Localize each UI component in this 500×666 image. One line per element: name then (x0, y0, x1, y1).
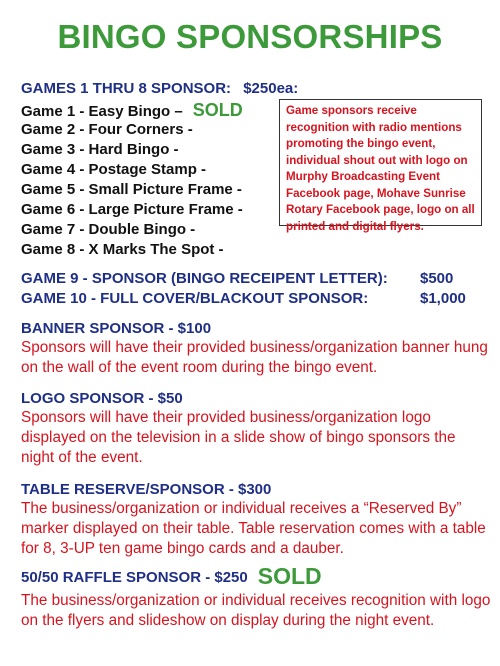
banner-sponsor-description: Sponsors will have their provided business/organization banner hung on the wall of the event room during the bingo event. (21, 339, 488, 376)
raffle-sponsor-heading-row (21, 563, 491, 590)
raffle-sold-label: SOLD (257, 563, 322, 589)
game-item-2 (21, 120, 243, 140)
game-item-4 (21, 160, 243, 180)
banner-sponsor-heading: BANNER SPONSOR - $100 (21, 320, 212, 337)
game-name: Game 6 - Large Picture Frame - (21, 201, 243, 218)
game-name: Game 5 - Small Picture Frame - (21, 181, 242, 198)
game-10-sponsor-row (21, 290, 466, 307)
game-name: Game 4 - Postage Stamp - (21, 161, 207, 178)
game-name: Game 8 - X Marks The Spot - (21, 241, 224, 258)
game-list (21, 100, 243, 260)
game-item-6 (21, 200, 243, 220)
table-sponsor-heading: TABLE RESERVE/SPONSOR - $300 (21, 481, 272, 498)
games-header-price: $250ea: (243, 80, 299, 97)
game-9-label: GAME 9 - SPONSOR (BINGO RECEIPENT LETTER): (21, 270, 388, 287)
game-name: Game 2 - Four Corners - (21, 121, 193, 138)
game-item-7 (21, 220, 243, 240)
games-1-8-header (21, 80, 298, 97)
table-sponsor-section (21, 481, 491, 559)
page-title: BINGO SPONSORSHIPS (57, 18, 443, 55)
raffle-sponsor-section (21, 563, 491, 631)
game-item-5 (21, 180, 243, 200)
sold-label: SOLD (192, 100, 243, 120)
raffle-sponsor-heading: 50/50 RAFFLE SPONSOR - $250 (21, 569, 248, 586)
banner-sponsor-section (21, 320, 491, 378)
logo-sponsor-heading: LOGO SPONSOR - $50 (21, 390, 183, 407)
logo-sponsor-section (21, 390, 491, 468)
games-header-label: GAMES 1 THRU 8 SPONSOR: (21, 80, 232, 97)
game-10-amount: $1,000 (420, 290, 466, 307)
game-name: Game 1 - Easy Bingo – (21, 103, 183, 120)
game-name: Game 7 - Double Bingo - (21, 221, 196, 238)
game-name: Game 3 - Hard Bingo - (21, 141, 179, 158)
game-item-8 (21, 240, 243, 260)
game-sponsor-benefits-box: Game sponsors receive recognition with radio mentions promoting the bingo event, individual shout out with logo on Murphy Broadcasting Event Facebook page, Mohave Sunrise Rotary Facebook page, logo on all printed and digital flyers. (279, 99, 482, 226)
game-item-3 (21, 140, 243, 160)
game-item-1 (21, 100, 243, 120)
logo-sponsor-description: Sponsors will have their provided business/organization logo displayed on the television in a slide show of bingo sponsors the night of the event. (21, 409, 456, 466)
raffle-sponsor-description: The business/organization or individual receives recognition with logo on the flyers and slideshow on display during the night event. (21, 592, 491, 629)
table-sponsor-description: The business/organization or individual receives a “Reserved By” marker displayed on their table. Table reservation comes with a table for 8, 3-UP ten game bingo cards and a dauber. (21, 500, 486, 557)
game-10-label: GAME 10 - FULL COVER/BLACKOUT SPONSOR: (21, 290, 369, 307)
game-9-amount: $500 (420, 270, 454, 287)
game-9-sponsor-row (21, 270, 454, 287)
